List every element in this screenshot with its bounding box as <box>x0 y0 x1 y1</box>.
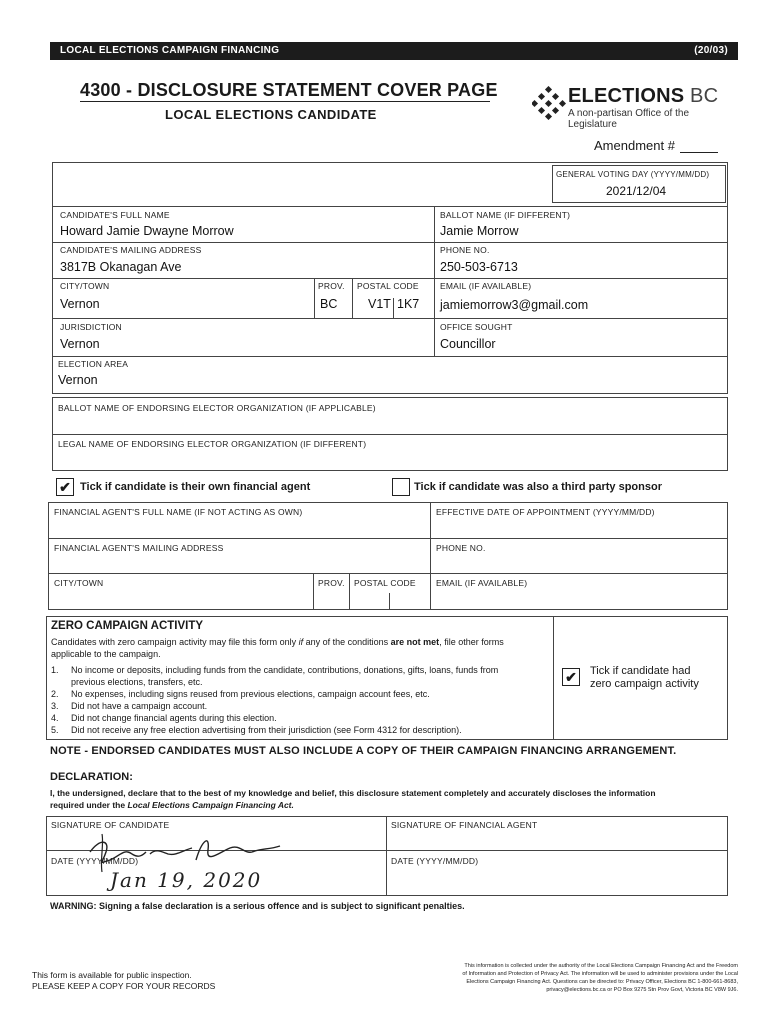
agent-province-label: PROV. <box>318 578 345 588</box>
condition-item: 3. Did not have a campaign account. <box>51 701 208 711</box>
row-divider <box>52 206 728 207</box>
third-party-checkbox[interactable] <box>392 478 410 496</box>
column-divider <box>313 573 314 610</box>
condition-item: 1. No income or deposits, including funds from the candidate, contributions, donations, gifts, loans, funds from <box>51 665 499 675</box>
postal-code-label: POSTAL CODE <box>357 281 419 291</box>
row-divider <box>52 356 728 357</box>
row-divider <box>52 434 728 435</box>
endorsed-note: NOTE - ENDORSED CANDIDATES MUST ALSO INCLUDE A COPY OF THEIR CAMPAIGN FINANCING ARRANGEMENT. <box>50 745 677 757</box>
zero-activity-conditions <box>51 664 551 736</box>
logo-mark-icon <box>532 86 566 120</box>
page-title: 4300 - DISCLOSURE STATEMENT COVER PAGE <box>80 80 498 100</box>
third-party-label: Tick if candidate was also a third party sponsor <box>414 481 662 493</box>
agent-postal-label: POSTAL CODE <box>354 578 416 588</box>
warning-text: WARNING: Signing a false declaration is a serious offence and is subject to significant penalties. <box>50 901 465 911</box>
ballot-name[interactable]: Jamie Morrow <box>440 224 519 238</box>
zero-activity-intro: Candidates with zero campaign activity may file this form only if any of the conditions are not met, file other forms <box>51 637 504 647</box>
postal-code-part-a[interactable]: V1T <box>368 297 391 311</box>
own-agent-label: Tick if candidate is their own financial agent <box>80 481 311 493</box>
column-divider <box>349 573 350 610</box>
mailing-address-label: CANDIDATE'S MAILING ADDRESS <box>60 245 202 255</box>
footer-left: This form is available for public inspection. PLEASE KEEP A COPY FOR YOUR RECORDS <box>32 970 216 991</box>
agent-signature-label: SIGNATURE OF FINANCIAL AGENT <box>391 820 538 830</box>
declaration-text: I, the undersigned, declare that to the best of my knowledge and belief, this disclosure statement completely and accurately discloses the information required under the Local Elections Campaign Financing Act. <box>50 788 656 810</box>
header-bar <box>50 42 738 60</box>
endorsing-legal-name-label: LEGAL NAME OF ENDORSING ELECTOR ORGANIZATION (IF DIFFERENT) <box>58 439 367 449</box>
agent-email-label: EMAIL (IF AVAILABLE) <box>436 578 528 588</box>
province-label: PROV. <box>318 281 345 291</box>
city-value[interactable]: Vernon <box>60 297 100 311</box>
agent-city-label: CITY/TOWN <box>54 578 104 588</box>
ballot-name-label: BALLOT NAME (IF DIFFERENT) <box>440 210 571 220</box>
office-sought-label: OFFICE SOUGHT <box>440 322 513 332</box>
phone-number[interactable]: 250-503-6713 <box>440 260 518 274</box>
column-divider <box>352 278 353 318</box>
agent-phone-label: PHONE NO. <box>436 543 486 553</box>
zero-activity-tick-label: Tick if candidate had zero campaign activity <box>590 665 699 690</box>
zero-activity-checkbox[interactable]: ✔ <box>562 668 580 686</box>
row-divider <box>48 573 728 574</box>
office-sought-value[interactable]: Councillor <box>440 337 496 351</box>
row-divider <box>52 278 728 279</box>
election-area-label: ELECTION AREA <box>58 359 129 369</box>
general-voting-day-label: GENERAL VOTING DAY (YYYY/MM/DD) <box>556 170 710 179</box>
agent-date-label: DATE (YYYY/MM/DD) <box>391 856 479 866</box>
candidate-signature-label: SIGNATURE OF CANDIDATE <box>51 820 170 830</box>
title-underline <box>80 101 490 102</box>
logo-name: ELECTIONS BC <box>568 85 719 107</box>
condition-item: 5. Did not receive any free election advertising from their jurisdiction (see Form 4312 for description). <box>51 725 462 735</box>
candidate-full-name-label: CANDIDATE'S FULL NAME <box>60 210 170 220</box>
declaration-heading: DECLARATION: <box>50 771 133 783</box>
zero-activity-title: ZERO CAMPAIGN ACTIVITY <box>51 620 204 632</box>
column-divider <box>430 502 431 610</box>
agent-name-label: FINANCIAL AGENT'S FULL NAME (IF NOT ACTING AS OWN) <box>54 507 303 517</box>
candidate-date-label: DATE (YYYY/MM/DD) <box>51 856 139 866</box>
postal-code-part-b[interactable]: 1K7 <box>397 297 420 311</box>
province-value[interactable]: BC <box>320 297 338 311</box>
postal-split <box>393 298 394 318</box>
row-divider <box>52 318 728 319</box>
city-label: CITY/TOWN <box>60 281 110 291</box>
financial-agent-section <box>48 502 728 610</box>
condition-item: 2. No expenses, including signs reused from previous elections, campaign account fees, etc. <box>51 689 430 699</box>
election-area-value[interactable]: Vernon <box>58 373 98 387</box>
column-divider <box>434 206 435 356</box>
zero-activity-intro-2: applicable to the campaign. <box>51 649 161 659</box>
condition-item: previous elections, transfers, etc. <box>71 677 203 687</box>
row-divider <box>52 242 728 243</box>
phone-label: PHONE NO. <box>440 245 490 255</box>
jurisdiction-label: JURISDICTION <box>60 322 122 332</box>
email-value[interactable]: jamiemorrow3@gmail.com <box>440 298 589 312</box>
elections-bc-logo <box>530 84 740 130</box>
amendment-label: Amendment # <box>594 138 675 153</box>
mailing-address[interactable]: 3817B Okanagan Ave <box>60 260 182 274</box>
column-divider <box>386 816 387 896</box>
column-divider <box>553 616 554 740</box>
logo-tagline: A non-partisan Office of the Legislature <box>568 108 690 130</box>
own-agent-checkbox[interactable]: ✔ <box>56 478 74 496</box>
column-divider <box>314 278 315 318</box>
row-divider <box>48 538 728 539</box>
handwritten-date[interactable]: Jan 19, 2020 <box>110 868 263 892</box>
page-subtitle: LOCAL ELECTIONS CANDIDATE <box>165 107 377 122</box>
general-voting-day-value: 2021/12/04 <box>606 184 667 198</box>
amendment-field[interactable] <box>680 152 718 153</box>
agent-appointment-date-label: EFFECTIVE DATE OF APPOINTMENT (YYYY/MM/DD) <box>436 507 655 517</box>
condition-item: 4. Did not change financial agents during this election. <box>51 713 277 723</box>
header-bar-title: LOCAL ELECTIONS CAMPAIGN FINANCING <box>60 45 280 56</box>
jurisdiction-value[interactable]: Vernon <box>60 337 100 351</box>
endorsing-ballot-name-label: BALLOT NAME OF ENDORSING ELECTOR ORGANIZATION (IF APPLICABLE) <box>58 403 376 413</box>
form-version: (20/03) <box>694 45 728 56</box>
candidate-full-name[interactable]: Howard Jamie Dwayne Morrow <box>60 224 234 238</box>
email-label: EMAIL (IF AVAILABLE) <box>440 281 532 291</box>
postal-split <box>389 593 390 610</box>
footer-privacy-notice: This information is collected under the authority of the Local Elections Campaign Financing Act and the Freedom of Information and Protection of Privacy Act. The information will be used to administer provisions under the Local Elections Campaign Financing Act. Questions can be directed to: Privacy Officer, Elections BC 1-800-661-8683, privacy@elections.bc.ca or PO Box 9275 Stn Prov Govt, Victoria BC V8W 9J6. <box>462 963 738 993</box>
agent-mailing-label: FINANCIAL AGENT'S MAILING ADDRESS <box>54 543 224 553</box>
